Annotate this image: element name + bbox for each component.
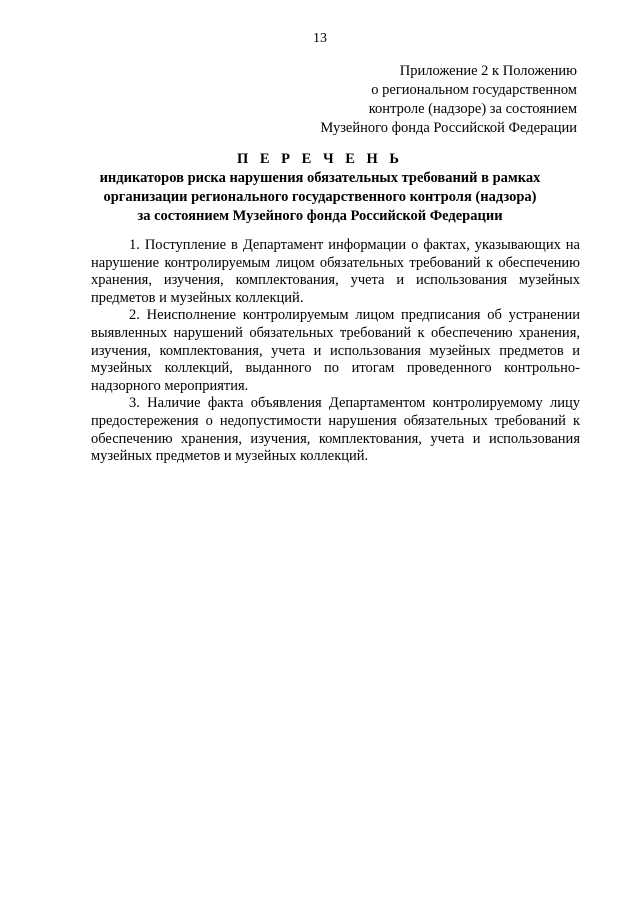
heading-subtitle-line: за состоянием Музейного фонда Российской Федерации — [137, 208, 503, 224]
appendix-reference — [247, 62, 577, 138]
indicator-list — [91, 237, 580, 466]
heading-subtitle-line: индикаторов риска нарушения обязательных требований в рамках — [99, 170, 541, 186]
indicator-item: 3. Наличие факта объявления Департаментом контролируемому лицу предостережения о недопустимости нарушения обязательных требований к обеспечению хранения, изучения, комплектования, учета и использования музейных предметов и музейных коллекций. — [91, 395, 580, 465]
appendix-line: Музейного фонда Российской Федерации — [320, 120, 577, 136]
appendix-line: контроле (надзоре) за состоянием — [368, 101, 577, 117]
indicator-item: 1. Поступление в Департамент информации о фактах, указывающих на нарушение контролируемым лицом обязательных требований к обеспечению хранения, изучения, комплектования, учета и использования музейных предметов и музейных коллекций. — [91, 237, 580, 306]
appendix-line: о региональном государственном — [371, 82, 577, 98]
indicator-item: 2. Неисполнение контролируемым лицом предписания об устранении выявленных нарушений обязательных требований к обеспечению хранения, изучения, комплектования, учета и использования музейных предметов и музейных коллекций, выданного по итогам проведенного контрольно-надзорного мероприятия. — [91, 307, 580, 394]
heading-subtitle-line: организации регионального государственного контроля (надзора) — [103, 189, 537, 205]
document-heading — [60, 150, 580, 226]
page-number: 13 — [313, 31, 327, 46]
heading-title: П Е Р Е Ч Е Н Ь — [236, 151, 404, 167]
appendix-line: Приложение 2 к Положению — [399, 63, 577, 79]
